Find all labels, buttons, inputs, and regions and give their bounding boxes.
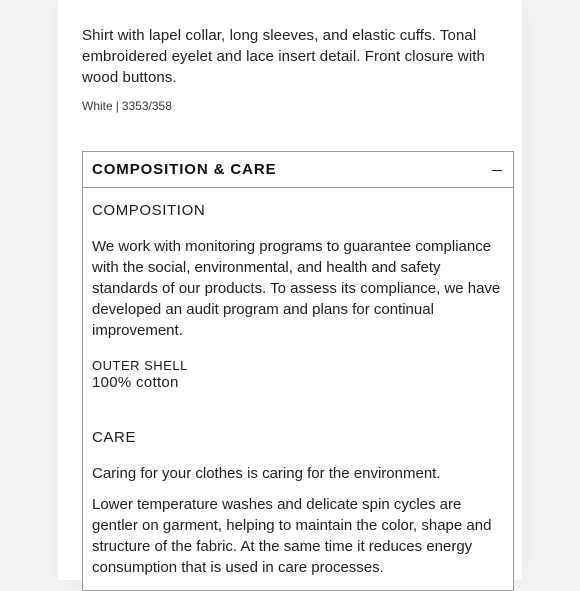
minus-icon[interactable] [491, 161, 503, 179]
care-intro: Caring for your clothes is caring for the environment. [92, 465, 441, 482]
outer-shell-value: 100% cotton [92, 374, 179, 391]
composition-intro: We work with monitoring programs to guarantee compliance with the social, environmental, and health and safety standards of our products. To assess its compliance, we have developed an audit program and plans for continual improvement. [92, 238, 501, 339]
reference-separator: | [115, 99, 119, 113]
composition-heading: COMPOSITION [92, 202, 206, 219]
accordion-header[interactable] [83, 152, 513, 188]
product-info-panel [58, 0, 522, 580]
care-detail: Lower temperature washes and delicate spin cycles are gentler on garment, helping to maintain the color, shape and structure of the fabric. At the same time it reduces energy consumption that is used in care processes. [92, 496, 492, 576]
care-heading: CARE [92, 429, 137, 446]
product-reference: 3353/358 [121, 99, 172, 113]
product-description: Shirt with lapel collar, long sleeves, and elastic cuffs. Tonal embroidered eyelet and lace insert detail. Front closure with wood buttons. [82, 27, 485, 86]
composition-care-accordion [82, 151, 514, 591]
product-color: White [82, 99, 113, 113]
outer-shell-label: OUTER SHELL [92, 358, 188, 373]
accordion-title: COMPOSITION & CARE [92, 161, 277, 178]
product-color-reference [82, 98, 172, 114]
